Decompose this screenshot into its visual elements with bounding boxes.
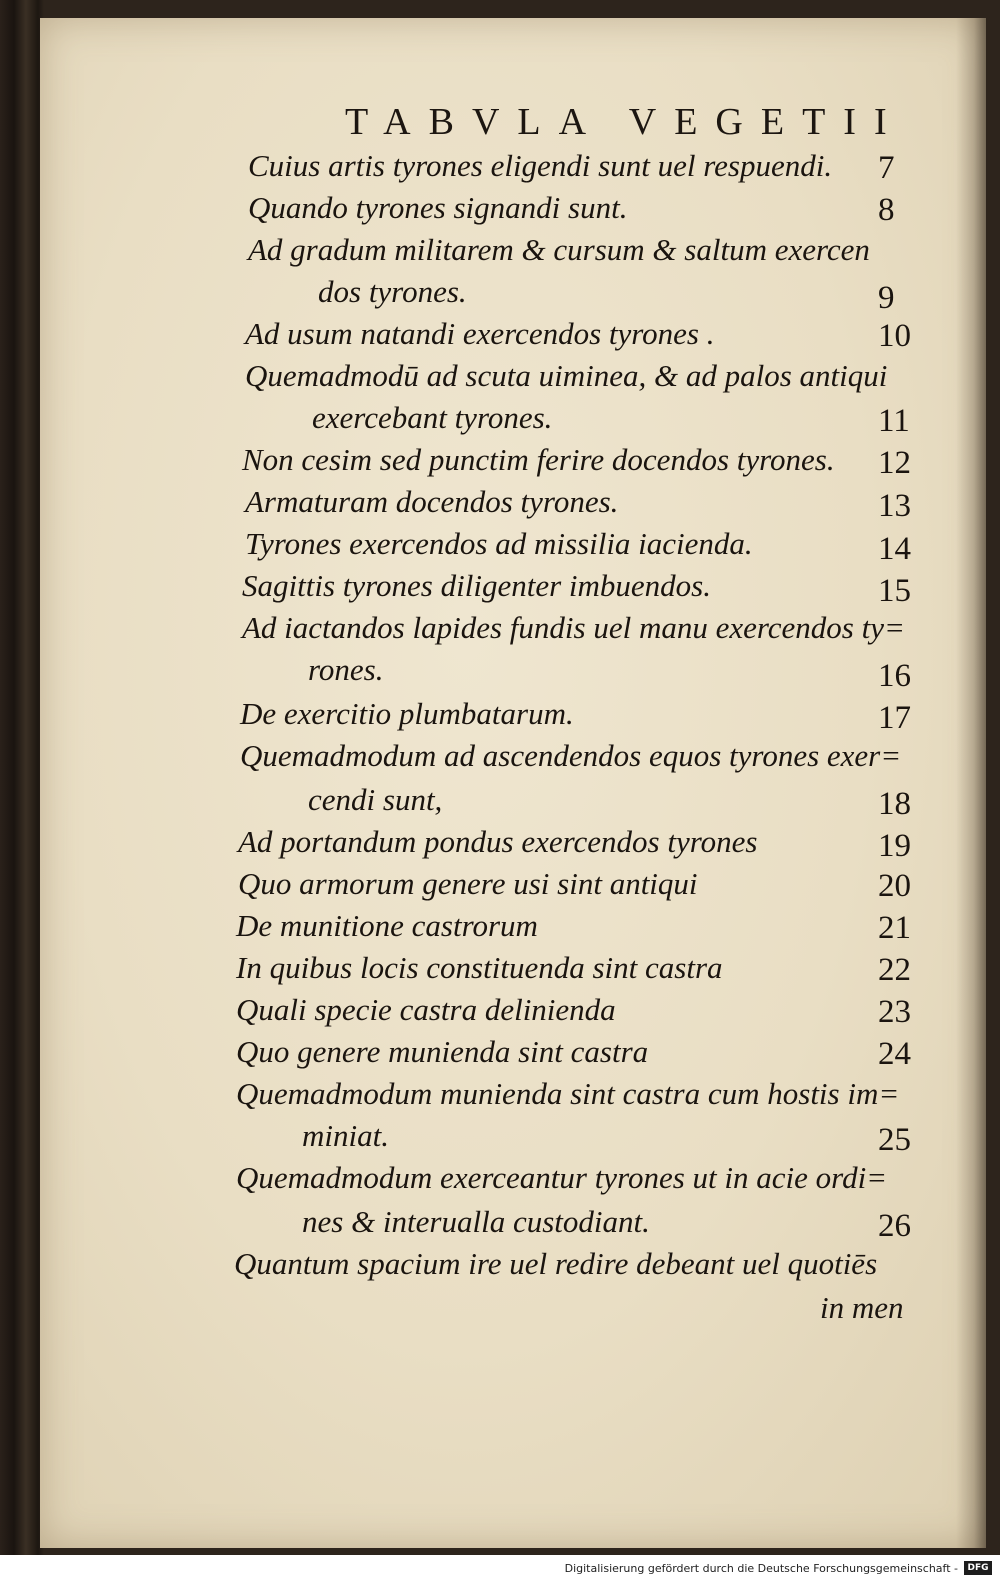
toc-entry-text: Quando tyrones signandi sunt. (248, 190, 628, 225)
toc-entry-text: Quemadmodum ad ascendendos equos tyrones exer= (240, 738, 902, 773)
toc-entry-text: Ad iactandos lapides fundis uel manu exercendos ty= (242, 610, 905, 645)
dfg-logo: DFG (964, 1561, 992, 1575)
toc-entry-text: Quemadmodum munienda sint castra cum hostis im= (236, 1076, 900, 1111)
toc-entry-number: 22 (878, 952, 911, 988)
toc-entry-text: miniat. (302, 1118, 389, 1153)
toc-entry-text: Tyrones exercendos ad missilia iacienda. (245, 526, 753, 561)
toc-entry-text: Quantum spacium ire uel redire debeant uel quotiēs (234, 1246, 878, 1281)
toc-entry-text: De exercitio plumbatarum. (240, 696, 574, 731)
toc-entry-text: De munitione castrorum (236, 908, 538, 943)
toc-entry-text: Cuius artis tyrones eligendi sunt uel respuendi. (248, 148, 833, 183)
toc-entry-number: 12 (878, 445, 911, 481)
toc-entry-text: dos tyrones. (318, 274, 467, 309)
toc-entry-number: 14 (878, 531, 911, 567)
toc-entry-text: Quali specie castra delinienda (236, 992, 616, 1027)
toc-entry-text: Ad usum natandi exercendos tyrones . (245, 316, 715, 351)
toc-entry-text: Sagittis tyrones diligenter imbuendos. (242, 568, 711, 603)
toc-entry-number: 26 (878, 1208, 911, 1244)
toc-entry-number: 23 (878, 994, 911, 1030)
toc-entry-number: 9 (878, 280, 895, 316)
book-page (40, 18, 986, 1548)
toc-entry-text: Armaturam docendos tyrones. (245, 484, 619, 519)
toc-entry-text: Non cesim sed punctim ferire docendos tyrones. (242, 442, 835, 477)
toc-entry-number: 20 (878, 868, 911, 904)
digitization-credit: Digitalisierung gefördert durch die Deutsche Forschungsgemeinschaft - (564, 1562, 958, 1575)
toc-entry-text: Quemadmodum exerceantur tyrones ut in acie ordi= (236, 1160, 888, 1195)
toc-entry-text: nes & interualla custodiant. (302, 1204, 650, 1239)
toc-entry-text: Ad portandum pondus exercendos tyrones (238, 824, 758, 859)
page-header: TABVLA VEGETII (345, 101, 905, 143)
toc-entry-number: 7 (878, 150, 895, 186)
toc-entry-number: 17 (878, 700, 911, 736)
catchword: in men (820, 1290, 904, 1325)
toc-entry-number: 24 (878, 1036, 911, 1072)
toc-entry-text: cendi sunt, (308, 782, 443, 817)
toc-entry-text: Ad gradum militarem & cursum & saltum exercen (248, 232, 870, 267)
toc-entry-text: Quo genere munienda sint castra (236, 1034, 649, 1069)
toc-entry-number: 10 (878, 318, 911, 354)
toc-entry-number: 15 (878, 573, 911, 609)
toc-entry-number: 8 (878, 192, 895, 228)
toc-entry-text: Quemadmodū ad scuta uiminea, & ad palos antiqui (245, 358, 888, 393)
toc-entry-text: exercebant tyrones. (312, 400, 553, 435)
toc-entry-text: In quibus locis constituenda sint castra (236, 950, 723, 985)
toc-entry-number: 25 (878, 1122, 911, 1158)
toc-entry-number: 11 (878, 403, 910, 439)
toc-entry-number: 18 (878, 786, 911, 822)
toc-entry-number: 19 (878, 828, 911, 864)
toc-entry-number: 21 (878, 910, 911, 946)
toc-entry-text: rones. (308, 652, 384, 687)
toc-entry-number: 13 (878, 488, 911, 524)
toc-entry-number: 16 (878, 658, 911, 694)
toc-entry-text: Quo armorum genere usi sint antiqui (238, 866, 698, 901)
